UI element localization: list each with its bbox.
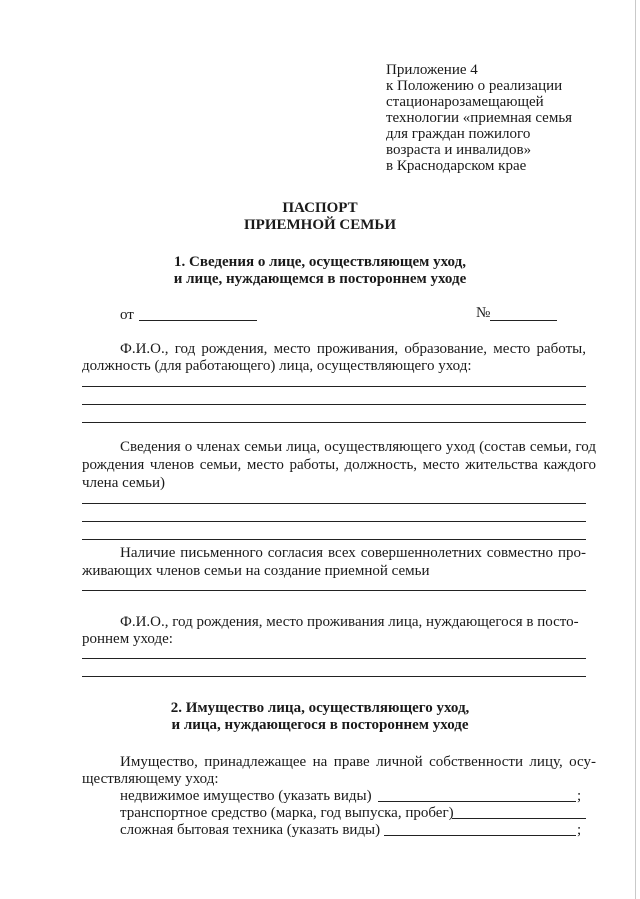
- family-members-line[interactable]: [82, 539, 586, 540]
- appliances-semicolon: ;: [577, 822, 582, 838]
- appliances-field[interactable]: [384, 835, 576, 836]
- dependent-fio-line[interactable]: [82, 676, 586, 677]
- vehicle-label: транспортное средство (марка, год выпуска, пробег): [120, 805, 454, 821]
- appendix-line: к Положению о реализации: [386, 78, 563, 94]
- caregiver-fio-line[interactable]: [82, 422, 586, 423]
- number-label: №: [476, 305, 491, 321]
- appendix-line: для граждан пожилого: [386, 126, 531, 142]
- caregiver-fio-prompt: Ф.И.О., год рождения, место проживания, образование, место работы,: [120, 341, 586, 357]
- family-members-line[interactable]: [82, 503, 586, 504]
- family-members-line[interactable]: [82, 521, 586, 522]
- appendix-block: [386, 62, 572, 174]
- property-prompt-cont: ществляющему уход:: [82, 771, 219, 787]
- consent-prompt: Наличие письменного согласия всех совершеннолетних совместно про-: [120, 545, 586, 561]
- property-prompt: Имущество, принадлежащее на праве личной собственности лицу, осу-: [120, 754, 596, 770]
- from-date-label: от: [120, 307, 134, 323]
- family-members-prompt-end: члена семьи): [82, 475, 165, 491]
- caregiver-fio-line[interactable]: [82, 404, 586, 405]
- dependent-fio-prompt: Ф.И.О., год рождения, место проживания лица, нуждающегося в посто-: [120, 614, 579, 630]
- document-title: ПАСПОРТ: [282, 200, 358, 216]
- section2-heading: 2. Имущество лица, осуществляющего уход,: [170, 700, 470, 716]
- section1-heading: 1. Сведения о лице, осуществляющем уход,: [174, 254, 466, 270]
- appendix-line: стационарозамещающей: [386, 94, 544, 110]
- caregiver-fio-line[interactable]: [82, 386, 586, 387]
- family-members-prompt: Сведения о членах семьи лица, осуществляющего уход (состав семьи, год: [120, 439, 596, 455]
- appliances-label: сложная бытовая техника (указать виды): [120, 822, 381, 838]
- consent-line[interactable]: [82, 590, 586, 591]
- section1-heading-cont: и лице, нуждающемся в постороннем уходе: [173, 271, 467, 287]
- real-estate-semicolon: ;: [577, 788, 582, 804]
- real-estate-label: недвижимое имущество (указать виды): [120, 788, 372, 804]
- from-date-field[interactable]: [139, 320, 257, 321]
- appendix-line: в Краснодарском крае: [386, 158, 527, 174]
- vehicle-field[interactable]: [452, 818, 586, 819]
- appendix-line: технологии «приемная семья: [386, 110, 573, 126]
- appendix-line: возраста и инвалидов»: [386, 142, 532, 158]
- consent-prompt-cont: живающих членов семьи на создание приемной семьи: [82, 563, 430, 579]
- dependent-fio-line[interactable]: [82, 658, 586, 659]
- family-members-prompt-cont: рождения членов семьи, место работы, должность, место жительства каждого: [82, 457, 596, 473]
- caregiver-fio-prompt-cont: должность (для работающего) лица, осуществляющего уход:: [82, 358, 472, 374]
- scan-edge: [635, 0, 636, 899]
- appendix-line: Приложение 4: [386, 62, 478, 78]
- section2-heading-cont: и лица, нуждающегося в постороннем уходе: [171, 717, 469, 733]
- real-estate-field[interactable]: [378, 801, 576, 802]
- dependent-fio-prompt-cont: роннем уходе:: [82, 631, 173, 647]
- document-subtitle: ПРИЕМНОЙ СЕМЬИ: [244, 217, 396, 233]
- number-field[interactable]: [490, 320, 557, 321]
